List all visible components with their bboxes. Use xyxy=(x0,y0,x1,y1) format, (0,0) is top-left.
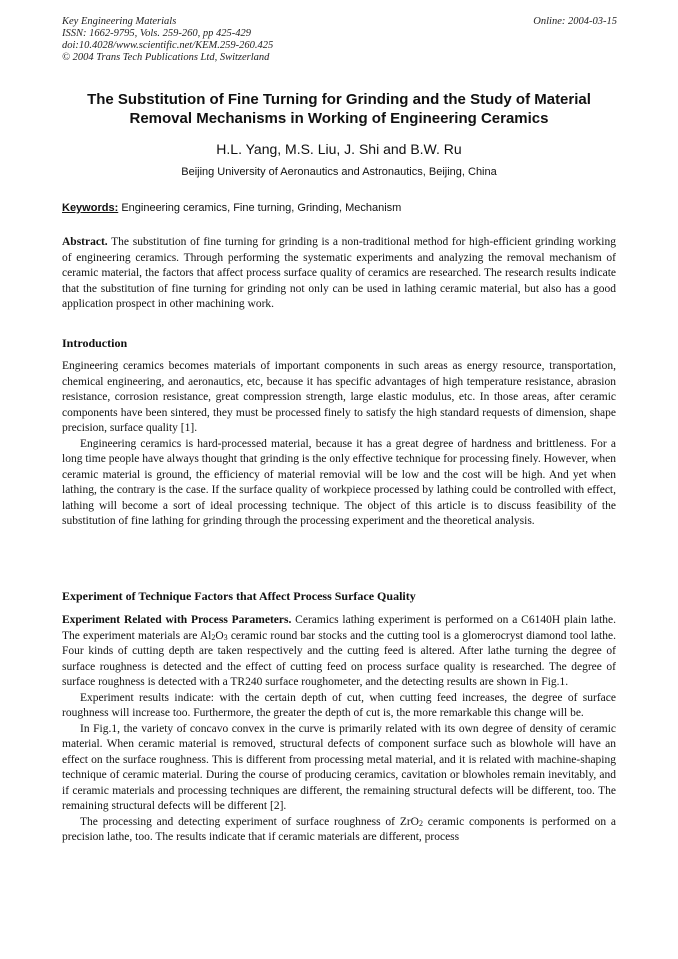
keywords-line xyxy=(62,201,617,215)
experiment-paragraph-1 xyxy=(62,613,616,691)
keywords-label: Keywords: xyxy=(62,202,119,214)
abstract-paragraph xyxy=(62,235,616,313)
exp-p4-text-b: ceramic components is performed on a precision lathe, too. The results indicate that if ceramic materials are different, process xyxy=(62,815,616,843)
experiment-paragraph-4 xyxy=(62,815,616,846)
exp-p4-text-a: The processing and detecting experiment of surface roughness of ZrO xyxy=(80,815,419,828)
intro-paragraph-1: Engineering ceramics becomes materials of important components in such areas as energy resource, transportation, chemical engineering, and aeronautics, etc, because it has specific advantages of high temperature resistance, abrasion resistance, corrosion resistance, great compression strength, large elastic modulus, etc. In those areas, after ceramic components have been sintered, they must be processed finely to satisfy the high standard requests of dimension, shape precision, surface quality [1]. xyxy=(62,360,616,434)
keywords-text: Engineering ceramics, Fine turning, Grinding, Mechanism xyxy=(121,202,402,214)
exp-p1-text-b: O xyxy=(215,629,224,642)
abstract-text: The substitution of fine turning for grinding is a non-traditional method for high-efficient grinding working of engineering ceramics. Through performing the systematic experiments and analyzing the removal mechanism of ceramic material, the factors that affect process surface quality of ceramics are researched. The research results indicate that the substitution of fine turning for grinding not only can be used in lathing ceramic material, but also has a good application prospect in other machining work. xyxy=(62,236,617,310)
abstract-section xyxy=(62,235,616,313)
experiment-heading: Experiment of Technique Factors that Affect Process Surface Quality xyxy=(62,589,416,603)
introduction-section xyxy=(62,336,616,530)
exp-p1-text-a: Ceramics lathing experiment is performed on a C6140H plain lathe. The experiment materials are Al xyxy=(62,614,616,642)
abstract-label: Abstract. xyxy=(62,236,108,248)
intro-paragraph-2: Engineering ceramics is hard-processed material, because it has a great degree of hardness and brittleness. For a long time people have always thought that grinding is the only effective technique for processing finely. However, when ceramic material is ground, the efficiency of material removial will be low and the cost will be high. And yet when lathing, the contrary is the case. If the surface quality of workpiece processed by lathing could be controlled with effect, lathing will become a sort of ideal processing technique. The object of this article is to discuss feasibility of the substitution of fine lathing for grinding through the processing experiment and the theoretical analysis. xyxy=(62,437,616,527)
zro2-subscript: 2 xyxy=(419,818,423,828)
experiment-paragraph-2: Experiment results indicate: with the certain depth of cut, when cutting feed increases, the degree of surface roughness will increase too. Furthermore, the greater the depth of cut is, the more remarkable this change will be. xyxy=(62,691,616,719)
al2o3-subscript-3: 3 xyxy=(223,632,228,642)
experiment-paragraph-3: In Fig.1, the variety of concavo convex in the curve is primarily related with its own degree of density of ceramic material. When ceramic material is removed, structural defects of component surface such as blowhole will have an effect on the surface roughness. This is different from processing metal material, and it is related with machine-shaping technique of ceramic material. During the course of producing ceramics, cavitation or blowholes remain inevitably, and if ceramic materials and processing techniques are different, the remaining structural defects will be different, too. The remaining structural defects will be different [2]. xyxy=(62,722,616,812)
author-list: H.L. Yang, M.S. Liu, J. Shi and B.W. Ru xyxy=(216,141,462,157)
exp-p1-text-c: ceramic round bar stocks and the cutting tool is a glomerocryst diamond tool lathe. Four kinds of cutting depth are taken respectively and the cutting feed is altered. After lathe turning the degree of surface roughness is detected and the effect of cutting feed on process surface quality is researched. The degree of surface roughness is detected with a TR240 surface roughometer, and the detecting results are shown in Fig.1. xyxy=(62,629,616,688)
introduction-heading: Introduction xyxy=(62,336,128,350)
affiliation: Beijing University of Aeronautics and Astronautics, Beijing, China xyxy=(181,166,497,178)
publication-header xyxy=(62,16,617,64)
experiment-section xyxy=(62,589,616,846)
al2o3-subscript-2: 2 xyxy=(211,632,216,642)
title-line-1: The Substitution of Fine Turning for Grinding and the Study of Material xyxy=(87,91,591,108)
paper-title xyxy=(40,90,638,128)
doi-line: doi:10.4028/www.scientific.net/KEM.259-260.425 xyxy=(62,40,274,51)
experiment-subheading: Experiment Related with Process Parameters. xyxy=(62,614,292,626)
issn-line: ISSN: 1662-9795, Vols. 259-260, pp 425-429 xyxy=(62,28,251,39)
online-date: Online: 2004-03-15 xyxy=(533,16,617,27)
journal-name: Key Engineering Materials xyxy=(62,16,177,27)
title-line-2: Removal Mechanisms in Working of Engineering Ceramics xyxy=(129,110,549,127)
copyright-line: © 2004 Trans Tech Publications Ltd, Switzerland xyxy=(62,52,270,63)
